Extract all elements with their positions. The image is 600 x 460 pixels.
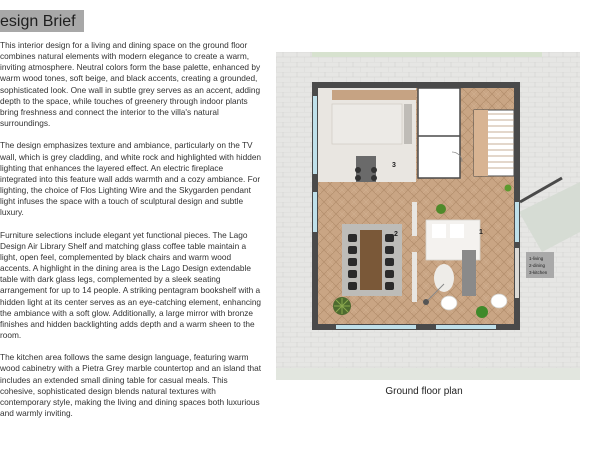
floor-lamp-base: [423, 299, 429, 305]
garden-edge: [312, 52, 542, 57]
dining-table: [360, 230, 382, 290]
legend-item: 2-dining: [529, 263, 546, 268]
kitchen-counter: [332, 90, 416, 100]
brief-paragraph: Furniture selections include elegant yet functional pieces. The Lago Design Air Library Shelf and matching glass coffee table maintain a light, open feel, complemented by black chairs and warm wood accents. A highlight in the dining area is the Lago Design extendable table with dark glass legs, complemented by a sleek seating arrangement for up to 14 people. A striking pentagram bookshelf with a hidden light at its center serves as an eye-catching element, enhancing the ambiance with a soft glow. Additionally, a large mirror with bronze finishes and hidden backlighting adds depth and a warm sheen to the room.: [0, 229, 262, 341]
room-number-living: 1: [479, 229, 483, 236]
window-south: [336, 325, 416, 329]
sofa-cushion: [450, 224, 464, 238]
lounge-chair: [491, 294, 507, 308]
legend-item: 3-kitchen: [529, 270, 548, 275]
lounge-chair: [441, 296, 457, 310]
plant-icon: [333, 297, 351, 315]
design-brief-text: [0, 40, 262, 430]
legend-item: 1-living: [529, 256, 544, 261]
bathroom: [418, 88, 460, 178]
room-number-kitchen: 3: [392, 162, 396, 169]
divider-shelf: [412, 252, 417, 302]
page-title: esign Brief: [0, 13, 76, 30]
brief-paragraph: The kitchen area follows the same design language, featuring warm wood cabinetry with a Pietra Grey marble countertop and an island that includes an extended small dining table for casual meals. This cohesive, sophisticated design blends natural textures with contemporary style, making the living and dining spaces both luxurious and warmly inviting.: [0, 352, 262, 419]
stool: [355, 175, 361, 181]
stool: [371, 175, 377, 181]
fridge-unit: [404, 104, 412, 144]
window-south: [436, 325, 496, 329]
kitchen-island: [332, 104, 402, 144]
stool: [355, 167, 361, 173]
stair-landing: [474, 110, 488, 176]
room-number-dining: 2: [394, 231, 398, 238]
window-west: [313, 96, 317, 174]
plant-icon: [505, 185, 512, 192]
lawn-strip: [276, 368, 580, 380]
door-east: [515, 202, 519, 242]
plant-icon: [476, 306, 488, 318]
sofa-cushion: [432, 224, 446, 238]
floor-plan-drawing: [276, 52, 580, 380]
armchair: [434, 264, 454, 292]
plant-icon: [436, 204, 446, 214]
tv-wall-cladding: [515, 248, 519, 298]
plan-caption: Ground floor plan: [385, 386, 463, 397]
window-west: [313, 192, 317, 232]
brief-paragraph: The design emphasizes texture and ambiance, particularly on the TV wall, which is grey cladding, and white rock and highlighted with hidden lighting that enhances the layered effect. An electric fireplace integrated into this feature wall adds warmth and a cozy ambiance. For lighting, the choice of Flos Lighting Wire and the Skygarden pendant light infuses the space with a touch of sculptural design and subtle luxury.: [0, 140, 262, 218]
coffee-table: [462, 250, 476, 296]
floor-plan-image: [276, 52, 580, 380]
brief-paragraph: This interior design for a living and dining space on the ground floor combines natural elements with modern elegance to create a warm, inviting atmosphere. Neutral colors form the base palette, enhanced by warm wood tones, soft beige, and black accents, creating a grounded, sophisticated look. One wall in subtle grey serves as an accent, adding depth to the space, while touches of greenery through indoor plants bring freshness and connect the interior to the villa's natural surroundings.: [0, 40, 261, 129]
stool: [371, 167, 377, 173]
divider-shelf: [412, 202, 417, 236]
